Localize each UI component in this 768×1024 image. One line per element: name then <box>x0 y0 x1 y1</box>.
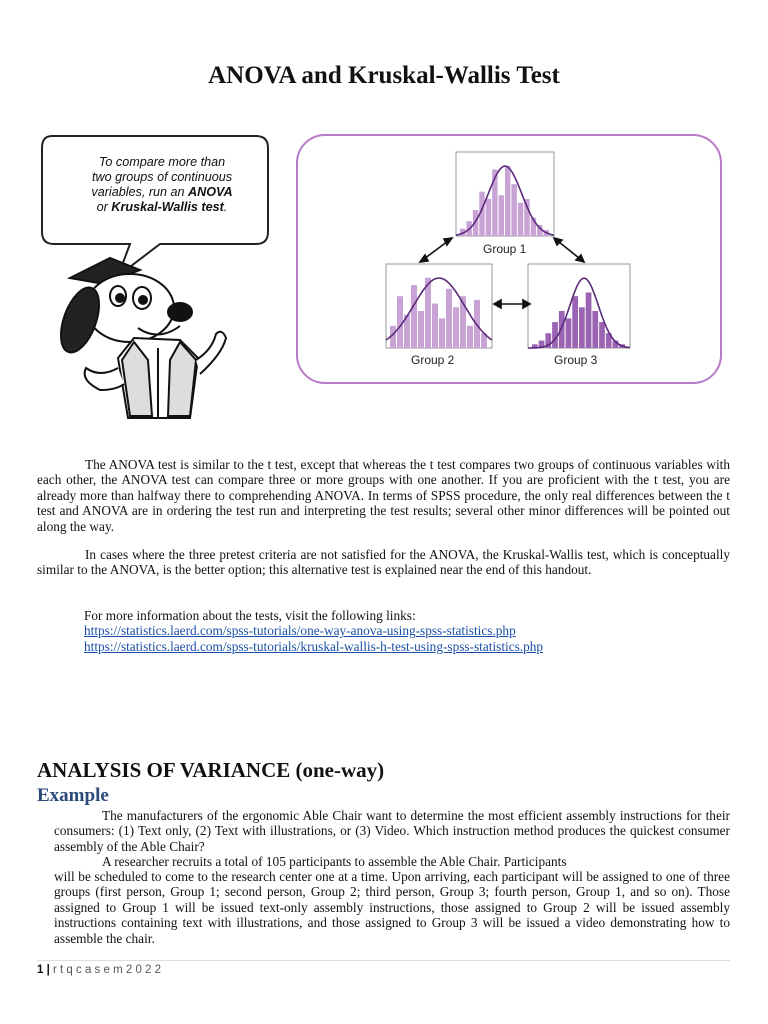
histogram-bar <box>425 278 431 348</box>
bubble-emphasis: Kruskal-Wallis test <box>111 200 224 214</box>
bubble-line: . <box>223 200 228 214</box>
histogram-bar <box>599 322 605 348</box>
histogram-group-3 <box>528 264 630 348</box>
histogram-bar <box>586 293 592 349</box>
bubble-line: To compare more than <box>98 155 226 169</box>
bubble-line: or <box>96 200 112 214</box>
footer-separator: | <box>43 964 54 976</box>
histogram-bar <box>518 203 523 236</box>
histogram-bar <box>439 318 445 348</box>
anova-link[interactable]: https://statistics.laerd.com/spss-tutorials/one-way-anova-using-spss-statistics.php <box>84 623 516 639</box>
histogram-group-1 <box>456 152 554 236</box>
example-heading: Example <box>37 785 109 806</box>
histogram-bar <box>579 307 585 348</box>
histogram-bar <box>572 296 578 348</box>
histogram-bar <box>566 318 572 348</box>
histogram-bar <box>505 166 510 236</box>
page-title: ANOVA and Kruskal-Wallis Test <box>208 62 560 89</box>
groups-diagram <box>296 134 722 384</box>
group-3-label: Group 3 <box>554 353 598 367</box>
histogram-bar <box>486 199 491 236</box>
histogram-bar <box>453 307 459 348</box>
histogram-bar <box>499 195 504 236</box>
histogram-bar <box>418 311 424 348</box>
page-footer <box>37 964 161 976</box>
histogram-bar <box>411 285 417 348</box>
bubble-text <box>64 155 260 215</box>
links-intro: For more information about the tests, visit the following links: <box>84 608 416 623</box>
group-1-label: Group 1 <box>483 242 527 256</box>
example-paragraph-1: The manufacturers of the ergonomic Able Chair want to determine the most efficient assembly instructions for their consumers: (1) Text only, (2) Text with illustrations, or (3) Video. Which instruction method produces the quickest consumer assembly of the Able Chair? <box>54 808 730 854</box>
histogram-bar <box>467 326 473 348</box>
kruskal-link[interactable]: https://statistics.laerd.com/spss-tutorials/kruskal-wallis-h-test-using-spss-statistics.php <box>84 638 544 654</box>
histogram-group-2 <box>386 264 492 348</box>
dog-icon <box>53 258 226 418</box>
example-paragraph-2b: will be scheduled to come to the research center one at a time. Upon arriving, each participant will be assigned to one of three groups (first person, Group 1; second person, Group 2; third person, Group 3; fourth person, Group 1, and so on). Those assigned to Group 1 will be issued text-only assembly instructions, those assigned to Group 2 will be issued assembly instructions containing text with illustrations, and those assigned to Group 3 will be issued a video demonstrating how to assemble the chair. <box>54 869 730 946</box>
example-paragraph-2a: A researcher recruits a total of 105 participants to assemble the Able Chair. Participants <box>102 854 567 869</box>
intro-paragraph: The ANOVA test is similar to the t test, except that whereas the t test compares two groups of continuous variables with each other, the ANOVA test can compare three or more groups with one another. If you are proficient with the t test, you are already more than halfway there to comprehending ANOVA. In terms of SPSS procedure, the only real differences between the t test and ANOVA are in ordering the test run and interpreting the test results; several other minor differences will be pointed out along the way. <box>37 457 730 534</box>
page-number: 1 <box>37 964 44 976</box>
histogram-bar <box>592 311 598 348</box>
links-block <box>84 608 724 654</box>
histogram-bar <box>511 184 516 236</box>
group-2-label: Group 2 <box>411 353 455 367</box>
bubble-line: two groups of continuous <box>91 170 233 184</box>
bubble-emphasis: ANOVA <box>188 185 233 199</box>
footer-text: r t q c a s e m 2 0 2 2 <box>53 964 162 976</box>
histogram-bar <box>446 289 452 348</box>
bubble-line: variables, run an <box>91 185 189 199</box>
section-heading: ANALYSIS OF VARIANCE (one-way) <box>37 758 385 782</box>
histogram-bar <box>559 311 565 348</box>
footer-divider <box>37 960 730 961</box>
kruskal-paragraph: In cases where the three pretest criteria are not satisfied for the ANOVA, the Kruskal-Wallis test, which is conceptually similar to the ANOVA, is the better option; this alternative test is explained near the end of this handout. <box>37 547 730 578</box>
histogram-bar <box>432 304 438 348</box>
